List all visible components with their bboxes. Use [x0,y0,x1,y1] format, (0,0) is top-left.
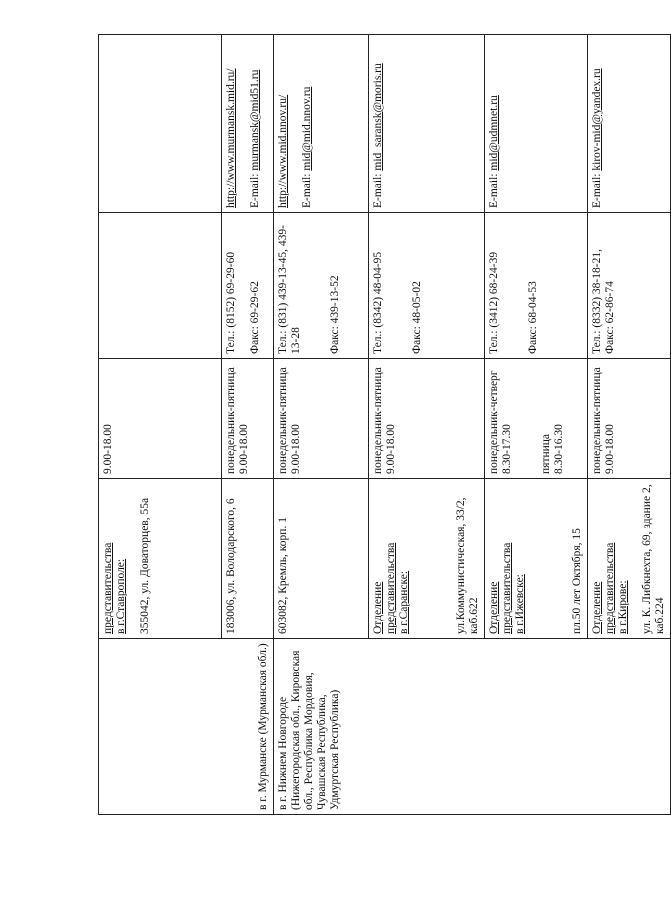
contact-cell [369,35,485,213]
hours-text: понедельник-пятница [372,367,384,474]
phone-text: Тел.: (8152) 69-29-60 [225,251,237,354]
missions-table [98,34,671,815]
hours-text: понедельник-пятница [277,367,289,474]
phone-cell [99,213,222,359]
address-heading-line: Отделение [591,581,603,634]
table-row [274,35,369,815]
email-label: E-mail: [488,173,500,208]
hours-text: понедельник-пятница [591,367,603,474]
hours-cell [485,359,588,479]
fax-text: Факс: 62-86-74 [604,281,616,354]
region-text: в г. Мурманске (Мурманская обл.) [257,643,269,810]
fax-text: Факс: 69-29-62 [249,281,261,354]
region-cell [99,639,274,815]
phone-text: Тел.: (3412) 68-24-39 [488,251,500,354]
hours-text: 9.00-18.00 [385,424,397,474]
hours-cell [99,359,222,479]
address-text: 603082, Кремль, корп. 1 [277,517,289,634]
address-heading-line: в г.Ижевске: [514,574,526,634]
address-text: 183006, ул. Володарского, 6 [225,498,237,634]
address-heading-line: представительства [102,542,114,634]
address-heading-line: в г.Саранске: [398,570,410,634]
hours-text: понедельник-четверг [488,370,500,474]
contact-cell [485,35,588,213]
email-label: E-mail: [301,173,313,208]
contact-cell [274,35,369,213]
address-cell [485,479,588,639]
hours-text: понедельник-пятница [225,367,237,474]
hours-text: 8.30-16.30 [553,424,565,474]
website-link[interactable]: http://www.mid.nnov.ru/ [277,94,289,208]
hours-cell [369,359,485,479]
address-heading-line: представительства [385,542,397,634]
address-heading-line: в г.Кирове: [617,580,629,634]
email-label: E-mail: [249,173,261,208]
address-cell [369,479,485,639]
address-text: ул.Коммунистическая, 33/2, каб.622 [455,497,480,634]
hours-cell [274,359,369,479]
address-heading-line: Отделение [372,581,384,634]
phone-cell [222,213,274,359]
email-link[interactable]: mid@udmnet.ru [488,95,500,171]
address-cell [222,479,274,639]
email-label: E-mail: [372,173,384,208]
email-link[interactable]: mid_saransk@moris.ru [372,63,384,171]
fax-text: Факс: 439-13-52 [329,275,341,354]
phone-cell [274,213,369,359]
address-heading-line: Отделение [488,581,500,634]
hours-text: пятница [540,433,552,474]
phone-cell [588,213,671,359]
region-text: в г. Нижнем Новгороде (Нижегородская обл., Кировская обл., Республика Мордовия, Чувашская Республика, Удмуртская Республика) [277,650,341,810]
contact-cell [222,35,274,213]
address-text: ул. К. Либкнехта, 69, здание 2, каб.224 [641,484,666,634]
contact-cell [588,35,671,213]
region-cell [274,639,671,815]
address-heading-line: представительства [604,542,616,634]
email-label: E-mail: [591,173,603,208]
email-link[interactable]: mid@mid.nnov.ru [301,86,313,171]
address-text: 355042, ул. Доваторцев, 55а [139,497,151,634]
phone-cell [369,213,485,359]
rotated-table-sheet [98,35,666,815]
hours-text: 9.00-18.00 [290,424,302,474]
table-row [99,35,222,815]
phone-text: Тел.: (8342) 48-04-95 [372,251,384,354]
phone-text: Тел.: (831) 439-13-45, 439-13-28 [277,225,302,354]
email-link[interactable]: kirov-mid@yandex.ru [591,68,603,171]
fax-text: Факс: 68-04-53 [527,281,539,354]
hours-text: 9.00-18.00 [238,424,250,474]
email-link[interactable]: murmansk@mid51.ru [249,69,261,171]
hours-text: 8.30-17.30 [501,424,513,474]
address-cell [99,479,222,639]
hours-text: 9.00-18.00 [604,424,616,474]
website-link[interactable]: http://www.murmansk.mid.ru/ [225,68,237,208]
hours-text: 9.00-18.00 [102,424,114,474]
address-cell [588,479,671,639]
address-heading-line: в г.Ставрополе: [115,558,127,634]
hours-cell [588,359,671,479]
phone-text: Тел.: (8332) 38-18-21, [591,249,603,354]
fax-text: Факс: 48-05-02 [411,281,423,354]
contact-cell [99,35,222,213]
address-heading-line: представительства [501,542,513,634]
phone-cell [485,213,588,359]
address-cell [274,479,369,639]
address-text: пл.50 лет Октября, 15 [571,528,583,634]
hours-cell [222,359,274,479]
